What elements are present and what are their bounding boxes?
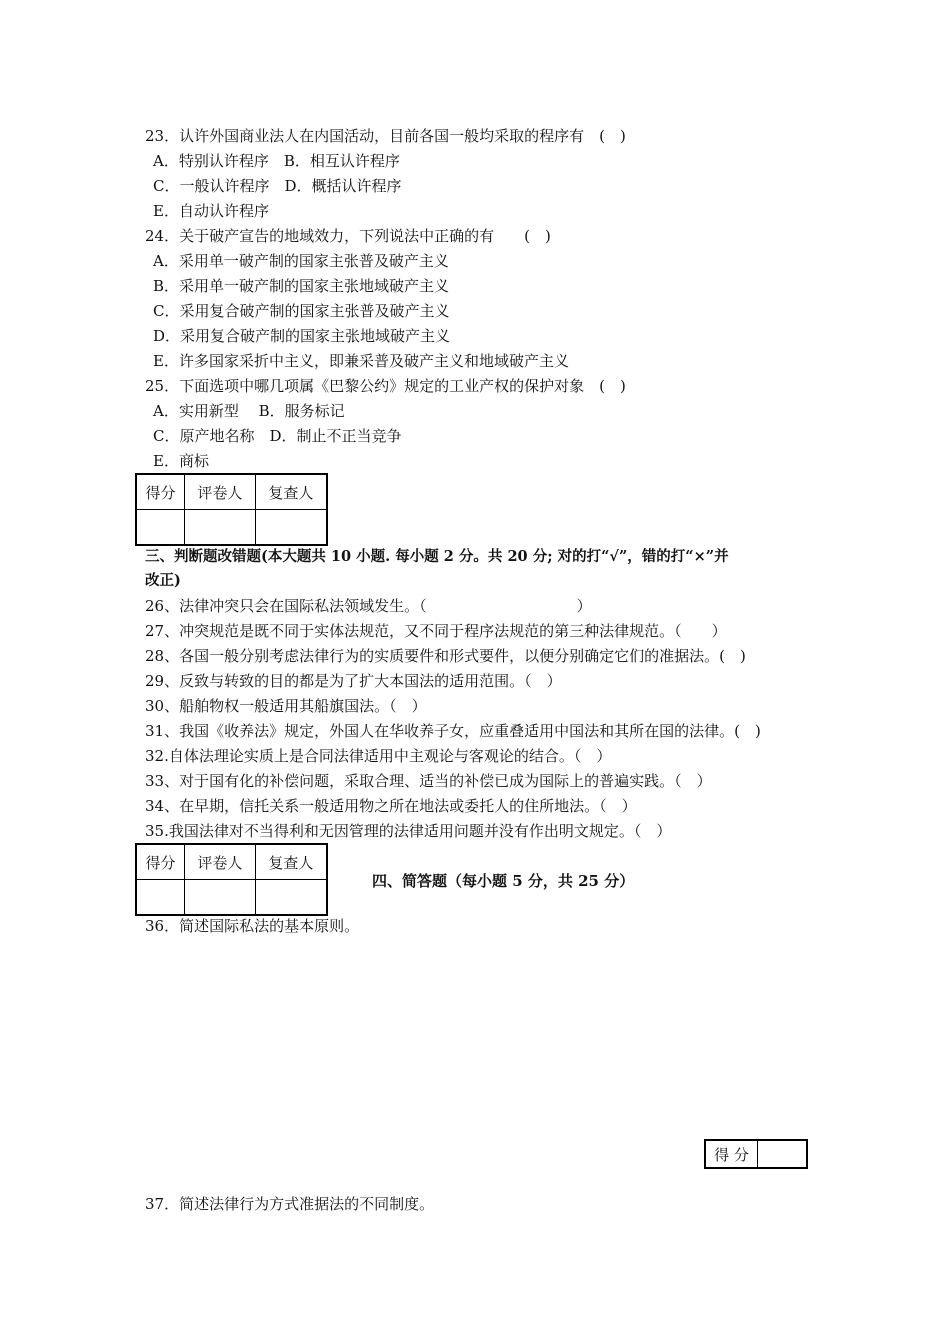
score-header: 得分 bbox=[136, 844, 185, 880]
question-25-option-line: E．商标 bbox=[153, 452, 209, 470]
checker-header: 复查人 bbox=[255, 844, 327, 880]
question-31: 31、我国《收养法》规定，外国人在华收养子女，应重叠适用中国法和其所在国的法律。( ) bbox=[145, 722, 761, 740]
grader-cell[interactable] bbox=[185, 510, 256, 546]
question-37: 37．简述法律行为方式准据法的不同制度。 bbox=[145, 1195, 435, 1213]
section-4-title: 四、简答题（每小题 5 分，共 25 分） bbox=[372, 872, 635, 890]
question-24-option: B．采用单一破产制的国家主张地域破产主义 bbox=[153, 277, 450, 295]
grader-header: 评卷人 bbox=[185, 844, 256, 880]
question-34: 34、在早期，信托关系一般适用物之所在地法或委托人的住所地法。（ ） bbox=[145, 797, 637, 815]
question-23-option-line: C．一般认许程序 D．概括认许程序 bbox=[153, 177, 402, 195]
grader-cell[interactable] bbox=[185, 880, 256, 916]
question-23-stem: 23．认许外国商业法人在内国活动，目前各国一般均采取的程序有 ( ) bbox=[145, 127, 626, 145]
small-score-cell[interactable] bbox=[758, 1140, 808, 1168]
question-26: 26、法律冲突只会在国际私法领域发生。（ ） bbox=[145, 597, 592, 615]
score-cell[interactable] bbox=[136, 880, 185, 916]
question-23-option-line: A．特别认许程序 B．相互认许程序 bbox=[153, 152, 400, 170]
score-cell[interactable] bbox=[136, 510, 185, 546]
small-score-box bbox=[704, 1139, 808, 1169]
score-table bbox=[135, 473, 328, 546]
question-28: 28、各国一般分别考虑法律行为的实质要件和形式要件，以便分别确定它们的准据法。( ) bbox=[145, 647, 746, 665]
score-header: 得分 bbox=[136, 474, 185, 510]
question-29: 29、反致与转致的目的都是为了扩大本国法的适用范围。（ ） bbox=[145, 672, 562, 690]
question-25-option-line: C．原产地名称 D．制止不正当竞争 bbox=[153, 427, 402, 445]
question-24-stem: 24．关于破产宣告的地域效力，下列说法中正确的有 ( ) bbox=[145, 227, 551, 245]
question-23-option-line: E．自动认许程序 bbox=[153, 202, 269, 220]
question-24-option: D．采用复合破产制的国家主张地域破产主义 bbox=[153, 327, 451, 345]
checker-header: 复查人 bbox=[255, 474, 327, 510]
section-3-title-cont: 改正) bbox=[145, 572, 181, 589]
small-score-label: 得 分 bbox=[705, 1140, 758, 1168]
question-25-stem: 25．下面选项中哪几项属《巴黎公约》规定的工业产权的保护对象 ( ) bbox=[145, 377, 626, 395]
question-35: 35.我国法律对不当得利和无因管理的法律适用问题并没有作出明文规定。（ ） bbox=[145, 822, 672, 840]
section-3-title: 三、判断题改错题(本大题共 10 小题. 每小题 2 分。共 20 分; 对的打“√”，错的打“×”并 bbox=[145, 548, 729, 565]
checker-cell[interactable] bbox=[255, 510, 327, 546]
checker-cell[interactable] bbox=[255, 880, 327, 916]
question-24-option: C．采用复合破产制的国家主张普及破产主义 bbox=[153, 302, 450, 320]
question-32: 32.自体法理论实质上是合同法律适用中主观论与客观论的结合。（ ） bbox=[145, 747, 612, 765]
question-25-option-line: A．实用新型 B．服务标记 bbox=[153, 402, 345, 420]
question-33: 33、对于国有化的补偿问题，采取合理、适当的补偿已成为国际上的普遍实践。（ ） bbox=[145, 772, 712, 790]
grader-header: 评卷人 bbox=[185, 474, 256, 510]
question-24-option: E．许多国家采折中主义，即兼采普及破产主义和地域破产主义 bbox=[153, 352, 569, 370]
score-table bbox=[135, 843, 328, 916]
question-30: 30、船舶物权一般适用其船旗国法。（ ） bbox=[145, 697, 427, 715]
question-36: 36．简述国际私法的基本原则。 bbox=[145, 917, 360, 935]
question-27: 27、冲突规范是既不同于实体法规范，又不同于程序法规范的第三种法律规范。（ ） bbox=[145, 622, 727, 640]
question-24-option: A．采用单一破产制的国家主张普及破产主义 bbox=[153, 252, 449, 270]
